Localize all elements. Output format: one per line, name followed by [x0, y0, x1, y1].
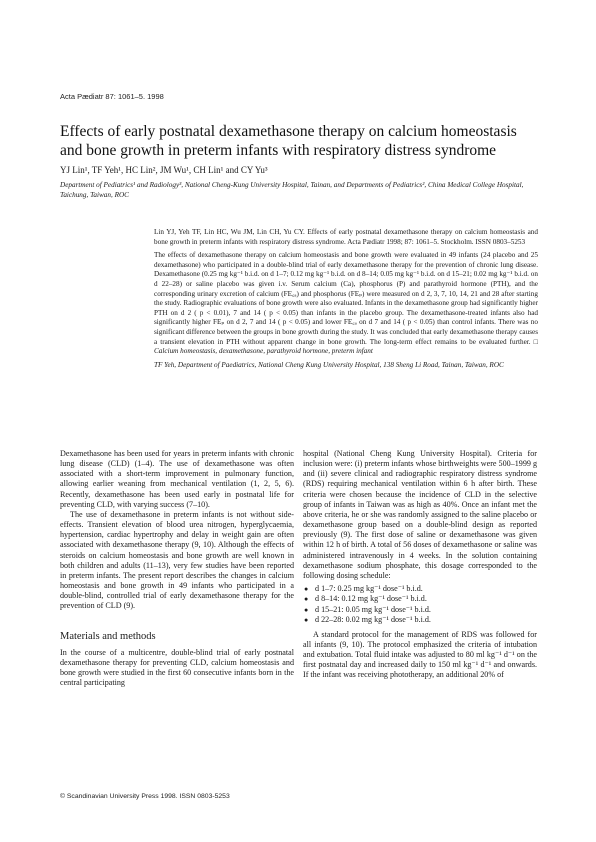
methods-paragraph-1: In the course of a multicentre, double-blind trial of early postnatal dexamethasone therapy for preventing CLD, calcium homeostasis and bone growth were studied in the first 60 consecutive infants born in the central participating — [60, 647, 294, 688]
copyright-footer: © Scandinavian University Press 1998. ISSN 0803-5253 — [60, 793, 230, 800]
article-title: Effects of early postnatal dexamethasone therapy on calcium homeostasis and bone growth in preterm infants with respiratory distress syndrome — [60, 123, 517, 159]
abstract-block — [154, 228, 538, 372]
abstract-text: The effects of dexamethasone therapy on calcium homeostasis and bone growth were evaluated in 49 infants (24 placebo and 25 dexamethasone) who participated in a double-blind trial of early dexamethasone therapy for the prevention of chronic lung disease. Dexamethasone (0.25 mg kg⁻¹ b.i.d. on d 1–7; 0.12 mg kg⁻¹ b.i.d. on d 8–14; 0.05 mg kg⁻¹ b.i.d. on d 15–21; 0.02 mg kg⁻¹ b.i.d. on d 22–28) or saline placebo was given i.v. Serum calcium (Ca), phosphorus (P) and parathyroid hormone (PTH), and the corresponding urinary excretion of calcium (FE꜀ₐ) and phosphorus (FEₚ) were measured on d 2, 3, 7, 10, 14, 21 and 28 after starting the study. Radiographic evaluations of bone growth were also evaluated. Infants in the dexamethasone group had significantly higher PTH on d 2 ( p < 0.01), 7 and 14 ( p < 0.05) than infants in the placebo group. The dexamethasone-treated infants also had significantly higher FEₚ on d 2, 7 and 14 ( p < 0.05) and lower FE꜀ₐ on d 7 and 14 ( p < 0.05) than control infants. There was no significant difference between the groups in bone growth during the study. It was concluded that early dexamethasone therapy causes a transient elevation in PTH without apparent change in bone growth. The long-term effect remains to be evaluated further. □ — [154, 251, 538, 346]
dose-list-item — [303, 615, 537, 625]
abstract-body — [154, 251, 538, 357]
dose-list-item — [303, 584, 537, 594]
body-column-right — [303, 449, 537, 680]
body-column-left — [60, 449, 294, 688]
abstract-citation: Lin YJ, Yeh TF, Lin HC, Wu JM, Lin CH, Yu CY. Effects of early postnatal dexamethasone therapy on calcium homeostasis and bone growth in preterm infants with respiratory distress syndrome. Acta Pædiatr 1998; 87: 1061–5. Stockholm. ISSN 0803–5253 — [154, 228, 538, 246]
dose-text: d 8–14: 0.12 mg kg⁻¹ dose⁻¹ b.i.d. — [315, 594, 427, 604]
methods-paragraph-2: hospital (National Cheng Kung University Hospital). Criteria for inclusion were: (i) preterm infants whose birthweights were 500–1999 g and (ii) severe clinical and radiographic respiratory distress syndrome (RDS) requiring mechanical ventilation within 6 h after birth. These criteria were chosen because the incidence of CLD in the selective group of infants in Taiwan was as high as 40%. Once an infant met the above criteria, he or she was randomly assigned to the saline placebo or dexamethasone group based on a double-blind design as reported previously (9). The first dose of saline or dexamethasone was given within 12 h of birth. A total of 56 doses of dexamethasone or saline was administered intravenously in 4 weeks. In the solution containing dexamethasone sodium phosphate, this dosage corresponded to the following dosing schedule: — [303, 449, 537, 580]
dosing-schedule-list — [303, 584, 537, 626]
methods-paragraph-3: A standard protocol for the management of RDS was followed for all infants (9, 10). The protocol emphasized the criteria of intubation and extubation. Total fluid intake was adjusted to 80 ml kg⁻¹ d⁻¹ on the first postnatal day and increased daily to 150 ml kg⁻¹ d⁻¹ and onwards. If the infant was receiving phototherapy, an additional 20% of — [303, 629, 537, 680]
intro-paragraph-2: The use of dexamethasone in preterm infants is not without side-effects. Transient elevation of blood urea nitrogen, hyperglycaemia, hypertension, cardiac hypertrophy and delay in weight gain are often associated with dexamethasone therapy (9, 10). Although the effects of steroids on calcium homeostasis and bone growth are well known in both children and adults (11–13), very few studies have been reported in preterm infants. The present report describes the changes in calcium homeostasis and bone growth in 49 infants who participated in a double-blind, controlled trial of early dexamethasone therapy for the prevention of CLD (9). — [60, 509, 294, 611]
bullet-icon: ● — [304, 605, 309, 614]
author-list: YJ Lin¹, TF Yeh¹, HC Lin², JM Wu¹, CH Lin¹ and CY Yu³ — [60, 165, 268, 175]
bullet-icon: ● — [304, 595, 309, 604]
section-heading-methods: Materials and methods — [60, 630, 156, 642]
dose-text: d 22–28: 0.02 mg kg⁻¹ dose⁻¹ b.i.d. — [315, 615, 431, 625]
intro-paragraph-1: Dexamethasone has been used for years in preterm infants with chronic lung disease (CLD) (1–4). The use of dexamethasone was often associated with a short-term improvement in pulmonary function, allowing earlier weaning from mechanical ventilation (1, 2, 5, 6). Recently, dexamethasone has been used early in postnatal life for preventing CLD, with varying success (7–10). — [60, 449, 294, 509]
dose-list-item — [303, 594, 537, 604]
dose-list-item — [303, 605, 537, 615]
dose-text: d 1–7: 0.25 mg kg⁻¹ dose⁻¹ b.i.d. — [315, 584, 423, 594]
bullet-icon: ● — [304, 616, 309, 625]
journal-citation-header: Acta Pædiatr 87: 1061–5. 1998 — [60, 92, 164, 101]
author-affiliations: Department of Pediatrics¹ and Radiology³, National Cheng-Kung University Hospital, Tainan, and Departments of Pediatrics², China Medical College Hospital, Taichung, Taiwan, ROC — [60, 181, 524, 199]
abstract-keywords: Calcium homeostasis, dexamethasone, parathyroid hormone, preterm infant — [154, 347, 373, 356]
bullet-icon: ● — [304, 585, 309, 594]
correspondence-address: TF Yeh, Department of Paediatrics, National Cheng Kung University Hospital, 138 Sheng Li Road, Tainan, Taiwan, ROC — [154, 360, 504, 369]
dose-text: d 15–21: 0.05 mg kg⁻¹ dose⁻¹ b.i.d. — [315, 604, 431, 614]
